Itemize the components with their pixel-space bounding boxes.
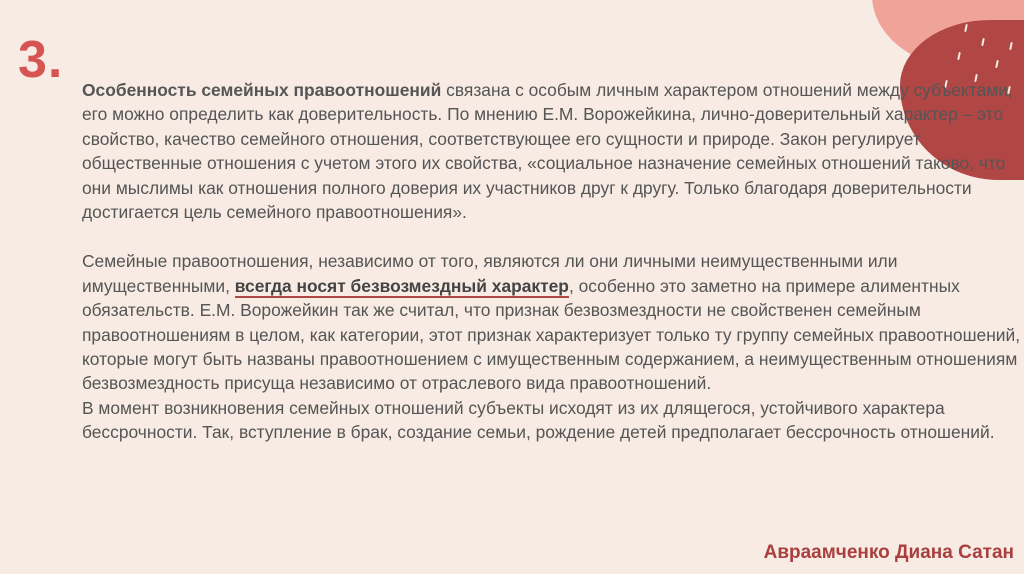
paragraph-3: В момент возникновения семейных отношений субъекты исходят из их длящегося, устойчивого характера бессрочности. Так, вступление в брак, создание семьи, рождение детей предполагает бессрочность отношений. <box>82 397 995 443</box>
paragraph-2-highlight: всегда носят безвозмездный характер <box>234 275 569 296</box>
paragraph-1-text: связана с особым личным характером отношений между субъектами, его можно определить как доверительность. По мнению Е.М. Ворожейкина, лично-доверительный характер – это свойство, качество семейного отношения, соответствующее его сущности и природе. Закон регулирует общественные отношения с учетом этого их свойства, «социальное назначение семейных отношений таково, что они мыслимы как отношения полного доверия их участников друг к другу. Только благодаря доверительности достигается цель семейного правоотношения». <box>82 80 1013 223</box>
paragraph-2-before: Семейные правоотношения, независимо от того, являются ли они личными неимущественными или имущественными, <box>82 251 898 296</box>
paragraph-1 <box>82 78 1022 224</box>
author-name: Авраамченко Диана Сатан <box>763 542 1014 563</box>
paragraph-2 <box>82 249 1022 395</box>
slide-body <box>82 78 1022 445</box>
paragraph-2-after: , особенно это заметно на примере алиментных обязательств. Е.М. Ворожейкин так же считал, что признак безвозмездности не свойственен семейным правоотношениям в целом, как категории, этот признак характеризует только ту группу семейных правоотношений, которые могут быть названы правоотношением с имущественным содержанием, а неимущественным отношениям безвозмездность присуща независимо от отраслевого вида правоотношений. <box>82 275 1021 394</box>
paragraph-1-highlight: Особенность семейных правоотношений <box>82 80 442 100</box>
slide-number: 3. <box>18 31 64 89</box>
